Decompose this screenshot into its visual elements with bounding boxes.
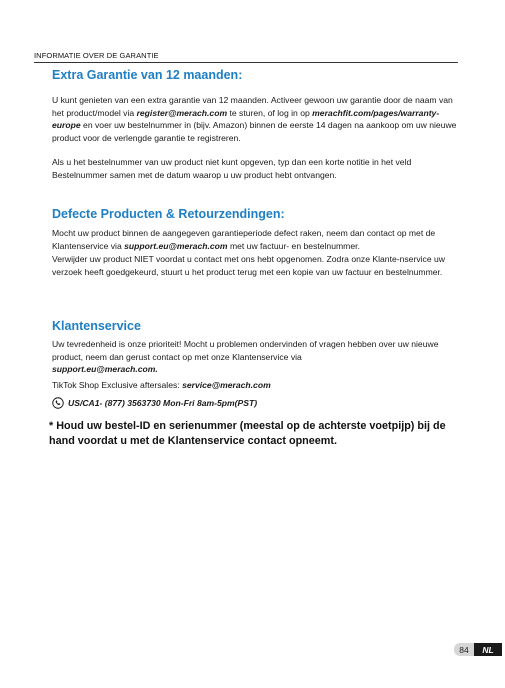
header-title: INFORMATIE OVER DE GARANTIE — [34, 51, 159, 60]
tiktok-email-link[interactable]: service@merach.com — [182, 380, 271, 390]
page-number: 84 — [454, 643, 474, 656]
tiktok-aftersales-line: TikTok Shop Exclusive aftersales: service@merach.com — [52, 380, 271, 390]
support-email-link-2[interactable]: support.eu@merach.com. — [52, 364, 158, 375]
extra-warranty-paragraph: U kunt genieten van een extra garantie van 12 maanden. Activeer gewoon uw garantie door de naam van het product/model via register@merach.com te sturen, of log in op merachfit.com/pages/warranty-europe en voer uw bestelnummer in (bijv. Amazon) binnen de eerste 14 dagen na aankoop om uw nieuwe product voor de verlengde garantie te registreren. — [52, 95, 457, 143]
serial-number-note: * Houd uw bestel-ID en serienummer (meestal op de achterste voetpijp) bij de hand voordat u met de Klantenservice contact opneemt. — [49, 420, 446, 447]
customer-service-paragraph: Uw tevredenheid is onze prioriteit! Mocht u problemen ondervinden of vragen hebben over uw nieuwe product, neem dan gerust contact op met onze Klantenservice via support.eu@merach.com. — [52, 339, 439, 375]
register-email-link[interactable]: register@merach.com — [136, 107, 228, 118]
language-badge: NL — [474, 643, 502, 656]
page-footer — [454, 643, 502, 656]
phone-icon — [52, 397, 64, 409]
phone-number-hours: US/CA1- (877) 3563730 Mon-Fri 8am-5pm(PST) — [68, 398, 258, 408]
extra-warranty-heading: Extra Garantie van 12 maanden: — [52, 68, 243, 82]
order-number-note: Als u het bestelnummer van uw product niet kunt opgeven, typ dan een korte notitie in het veld Bestelnummer samen met de datum waarop u uw product hebt ontvangen. — [52, 157, 412, 180]
phone-line — [52, 397, 257, 409]
warranty-url-link[interactable]: merachfit.com/pages/warranty-europe — [52, 107, 440, 131]
customer-service-heading: Klantenservice — [52, 319, 141, 333]
defects-paragraph: Mocht uw product binnen de aangegeven garantieperiode defect raken, neem dan contact op met de Klantenservice via support.eu@merach.com met uw factuur- en bestelnummer. — [52, 228, 436, 251]
defects-returns-heading: Defecte Producten & Retourzendingen: — [52, 207, 285, 221]
support-email-link[interactable]: support.eu@merach.com — [124, 240, 228, 251]
page-header — [34, 51, 458, 63]
returns-paragraph: Verwijder uw product NIET voordat u contact met ons hebt opgenomen. Zodra onze Klante-nservice uw verzoek heeft goedgekeurd, stuurt u het product terug met een kopie van uw factuur en bestelnummer. — [52, 254, 445, 277]
